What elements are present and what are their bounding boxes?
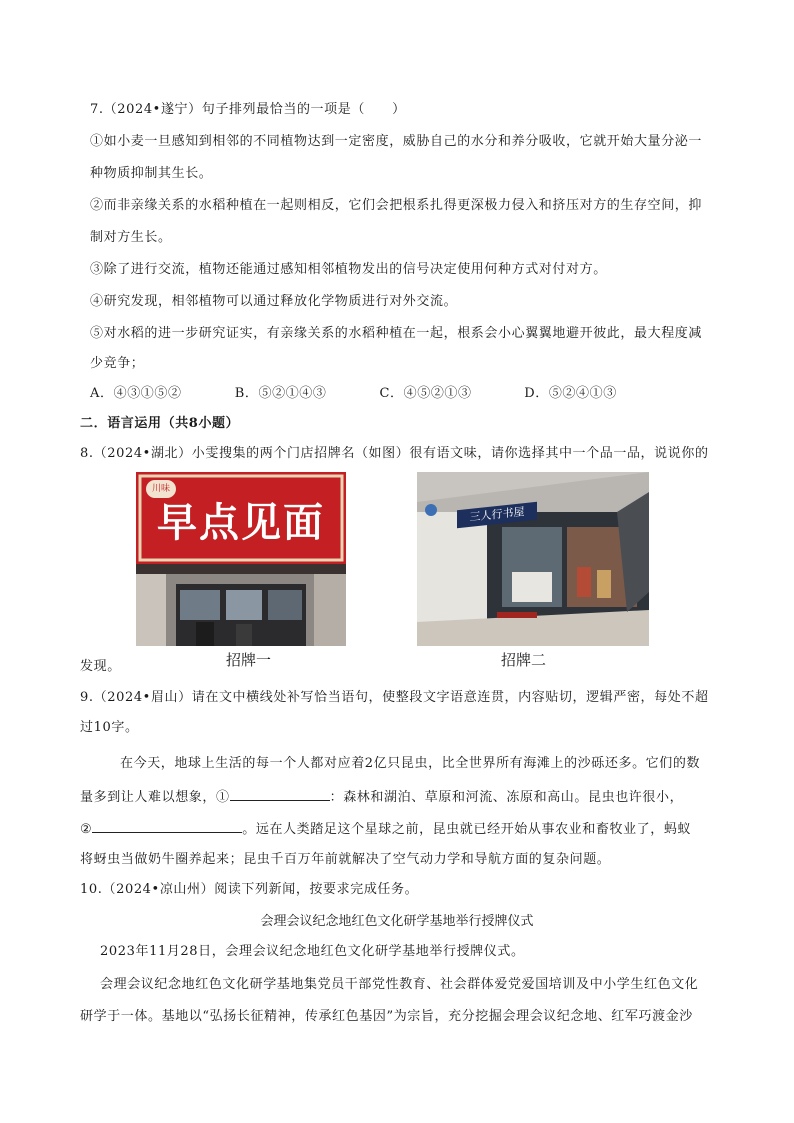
q7-stem: 7.（2024•遂宁）句子排列最恰当的一项是（ ） [90,102,406,117]
sign-photo-1 [136,472,346,646]
sign-1-text: 早点见面 [157,500,325,546]
q9-blank-1[interactable] [230,786,330,801]
q9-para-1: 在今天，地球上生活的每一个人都对应着2亿只昆虫，比全世界所有海滩上的沙砾还多。它们的数 [120,756,701,771]
q9-para-4: 将蚜虫当做奶牛圈养起来；昆虫千百万年前就解决了空气动力学和导航方面的复杂问题。 [80,852,611,867]
q7-sentence-5b: 少竞争； [90,356,145,371]
q8-stem-end: 发现。 [80,659,121,674]
q7-options [90,384,617,404]
caption-1: 招牌一 [226,651,272,669]
q7-sentence-2b: 制对方生长。 [90,230,172,245]
q9-para-2 [80,786,683,808]
news-para-1: 2023年11月28日，会理会议纪念地红色文化研学基地举行授牌仪式。 [100,944,525,959]
q9-para-3 [80,818,691,840]
q8-stem: 8.（2024•湖北）小雯搜集的两个门店招牌名（如图）很有语文味，请你选择其中一个品一品，说说你的 [80,446,709,461]
q10-stem: 10.（2024•凉山州）阅读下列新闻，按要求完成任务。 [80,882,419,897]
q7-sentence-1b: 种物质抑制其生长。 [90,166,213,181]
q7-option-b[interactable]: B．⑤②①④③ [234,386,327,401]
q9-para-3b: 。远在人类踏足这个星球之前，昆虫就已经开始从事农业和畜牧业了，蚂蚁 [242,822,692,837]
news-para-2a: 会理会议纪念地红色文化研学基地集党员干部党性教育、社会群体爱党爱国培训及中小学生红色文化 [100,977,699,992]
q7-option-a[interactable]: A．④③①⑤② [90,386,182,401]
q7-sentence-1a: ①如小麦一旦感知到相邻的不同植物达到一定密度，威胁自己的水分和养分吸收，它就开始大量分泌一 [90,134,703,149]
q7-option-d[interactable]: D．⑤②④①③ [524,386,617,401]
q7-option-c[interactable]: C．④⑤②①③ [379,386,472,401]
q9-stem-b: 过10字。 [80,720,139,735]
q9-blank-2[interactable] [92,818,242,833]
sign-1-badge: 川味 [146,480,176,498]
sign-photo-2-image [417,472,649,646]
q7-sentence-4: ④研究发现，相邻植物可以通过释放化学物质进行对外交流。 [90,294,458,309]
q7-sentence-2a: ②而非亲缘关系的水稻种植在一起则相反，它们会把根系扎得更深极力侵入和挤压对方的生存空间，抑 [90,198,703,213]
q9-stem: 9.（2024•眉山）请在文中横线处补写恰当语句，使整段文字语意连贯，内容贴切，逻辑严密，每处不超 [80,690,709,705]
caption-2: 招牌二 [501,651,547,669]
q7-sentence-5a: ⑤对水稻的进一步研究证实，有亲缘关系的水稻种植在一起，根系会小心翼翼地避开彼此，最大程度减 [90,326,703,341]
q9-para-3a: ② [80,822,93,837]
news-para-2b: 研学于一体。基地以“弘扬长征精神，传承红色基因”为宗旨，充分挖掘会理会议纪念地、红军巧渡金沙 [80,1009,693,1024]
news-title: 会理会议纪念地红色文化研学基地举行授牌仪式 [260,914,534,929]
sign-2-text: 三人行书屋 [457,502,537,528]
sign-photo-2 [417,472,649,646]
q7-sentence-3: ③除了进行交流，植物还能通过感知相邻植物发出的信号决定使用何种方式对付对方。 [90,262,607,277]
q9-para-2a: 量多到让人难以想象，① [80,790,230,805]
section-heading: 二．语言运用（共8小题） [80,416,240,431]
q9-para-2b: ：森林和湖泊、草原和河流、冻原和高山。昆虫也许很小， [329,790,684,805]
